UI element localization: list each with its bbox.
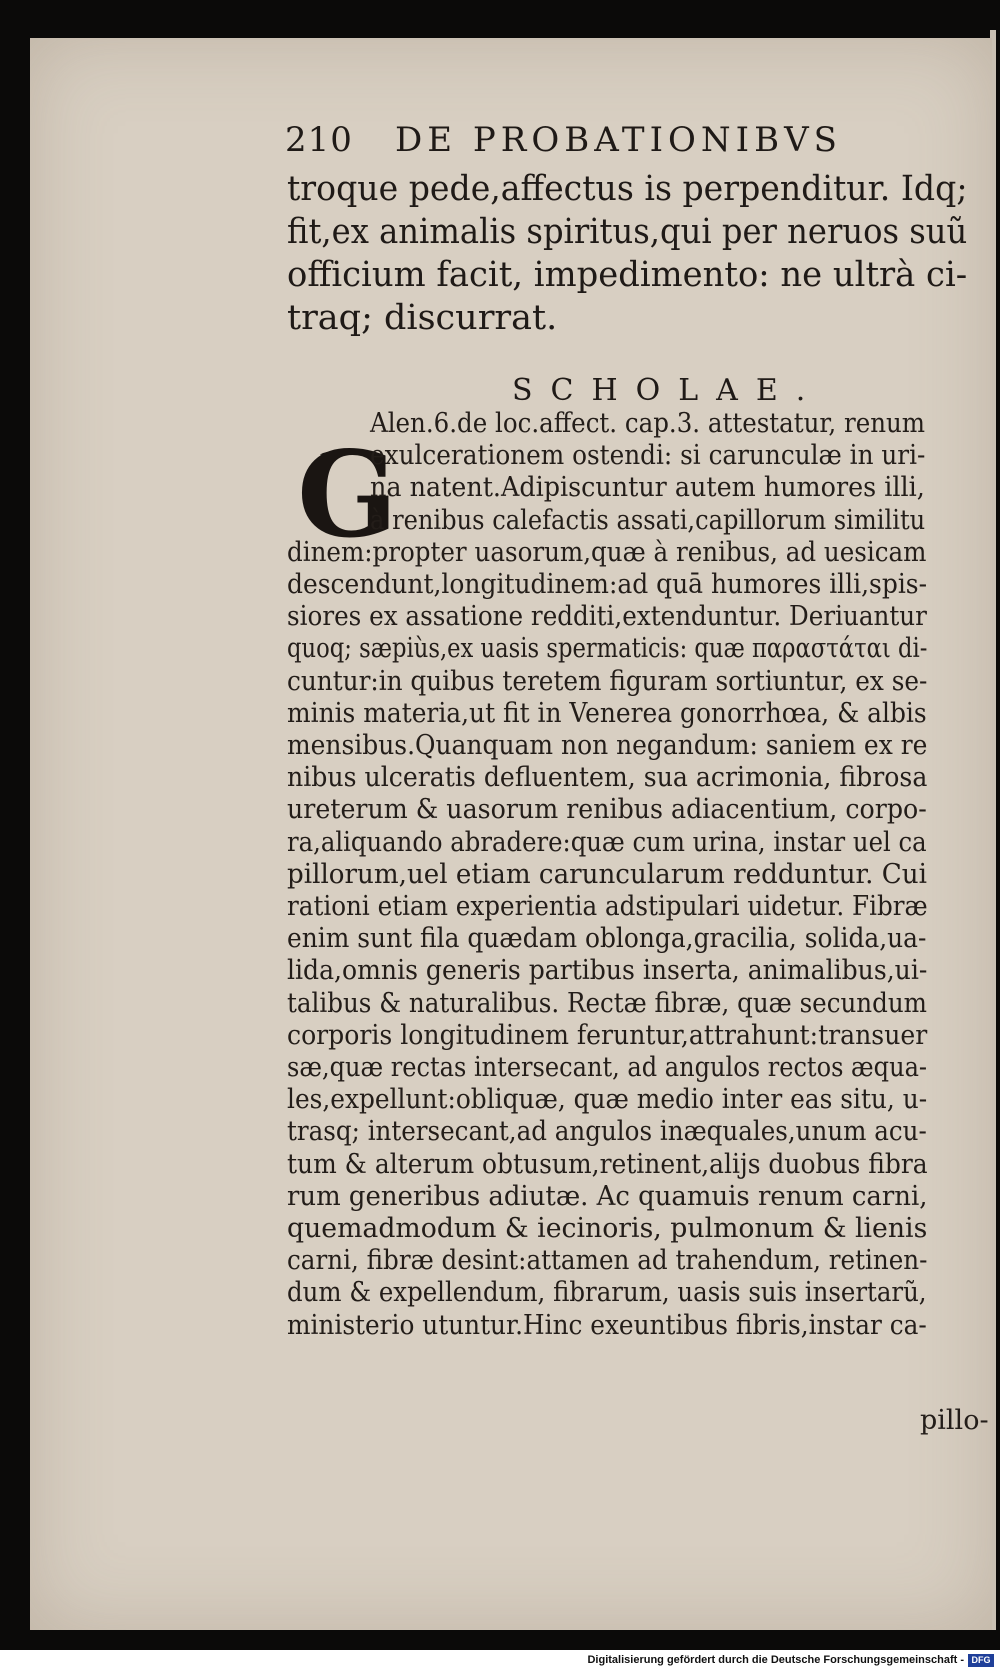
text-line: enim sunt fila quædam oblonga,gracilia, solida,ua-: [287, 923, 927, 955]
text-line: descendunt,longitudinem:ad quā humores illi,spis-: [287, 569, 928, 600]
text-line: les,expellunt:obliquæ, quæ medio inter eas situ, u-: [287, 1084, 928, 1116]
text-line: sæ,quæ rectas intersecant, ad angulos rectos æqua-: [287, 1052, 928, 1083]
page-number: 210: [285, 120, 353, 160]
text-line: quoq; sæpiùs,ex uasis spermaticis: quæ παραστάται di-: [287, 633, 928, 665]
text-line: lida,omnis generis partibus inserta, animalibus,ui-: [287, 955, 928, 987]
text-line: exulcerationem ostendi: si carunculæ in uri-: [370, 440, 926, 472]
catchword: pillo-: [920, 1405, 989, 1436]
text-line: ministerio utuntur.Hinc exeuntibus fibris,instar ca-: [287, 1309, 927, 1341]
text-line: pillorum,uel etiam caruncularum redduntur. Cui: [287, 858, 927, 890]
text-line: tum & alterum obtusum,retinent,alijs duobus fibra: [287, 1148, 928, 1180]
continuation-paragraph: [287, 168, 977, 340]
text-line: cuntur:in quibus teretem figuram sortiuntur, ex se-: [287, 665, 928, 697]
text-line: na natent.Adipiscuntur autem humores illi,: [370, 472, 925, 504]
text-line: fit,ex animalis spiritus,qui per neruos suũ: [287, 212, 968, 252]
text-line: rationi etiam experientia adstipulari uidetur. Fibræ: [287, 891, 928, 922]
dfg-logo: DFG: [968, 1654, 994, 1667]
text-line: dum & expellendum, fibrarum, uasis suis insertarũ,: [287, 1277, 927, 1309]
text-line: à renibus calefactis assati,capillorum similitu: [370, 504, 926, 536]
footer-bar: [0, 1650, 1000, 1673]
text-line: talibus & naturalibus. Rectæ fibræ, quæ secundum: [287, 987, 927, 1019]
text-line: quemadmodum & iecinoris, pulmonum & lienis: [287, 1213, 928, 1244]
text-line: officium facit, impedimento: ne ultrà ci-: [287, 255, 968, 295]
text-line: troque pede,affectus is perpenditur. Idq;: [287, 169, 968, 209]
text-line: trasq; intersecant,ad angulos inæquales,unum acu-: [287, 1116, 927, 1148]
footer-credit: Digitalisierung gefördert durch die Deutsche Forschungsgemeinschaft -: [587, 1654, 964, 1666]
dropcap-initial: G: [297, 425, 398, 564]
text-line: traq; discurrat.: [287, 298, 558, 338]
text-line: siores ex assatione redditi,extenduntur. Deriuantur: [287, 601, 927, 633]
text-line: minis materia,ut fit in Venerea gonorrhœa, & albis: [287, 697, 927, 729]
text-line: ra,aliquando abradere:quæ cum urina, instar uel ca: [287, 826, 927, 858]
text-line: nibus ulceratis defluentem, sua acrimonia, fibrosa: [287, 762, 928, 794]
page-header: [285, 120, 885, 164]
text-line: corporis longitudinem feruntur,attrahunt:transuer: [287, 1019, 928, 1051]
text-line: mensibus.Quanquam non negandum: saniem ex re: [287, 730, 928, 761]
text-line: dinem:propter uasorum,quæ à renibus, ad uesicam: [287, 536, 927, 568]
text-line: ureterum & uasorum renibus adiacentium, corpo-: [287, 794, 927, 826]
text-line: carni, fibræ desint:attamen ad trahendum, retinen-: [287, 1245, 928, 1277]
running-title: DE PROBATIONIBVS: [395, 120, 842, 160]
text-line: Alen.6.de loc.affect. cap.3. attestatur, renum: [370, 408, 926, 439]
text-line: rum generibus adiutæ. Ac quamuis renum carni,: [287, 1180, 928, 1212]
section-title: SCHOLAE.: [512, 373, 824, 408]
